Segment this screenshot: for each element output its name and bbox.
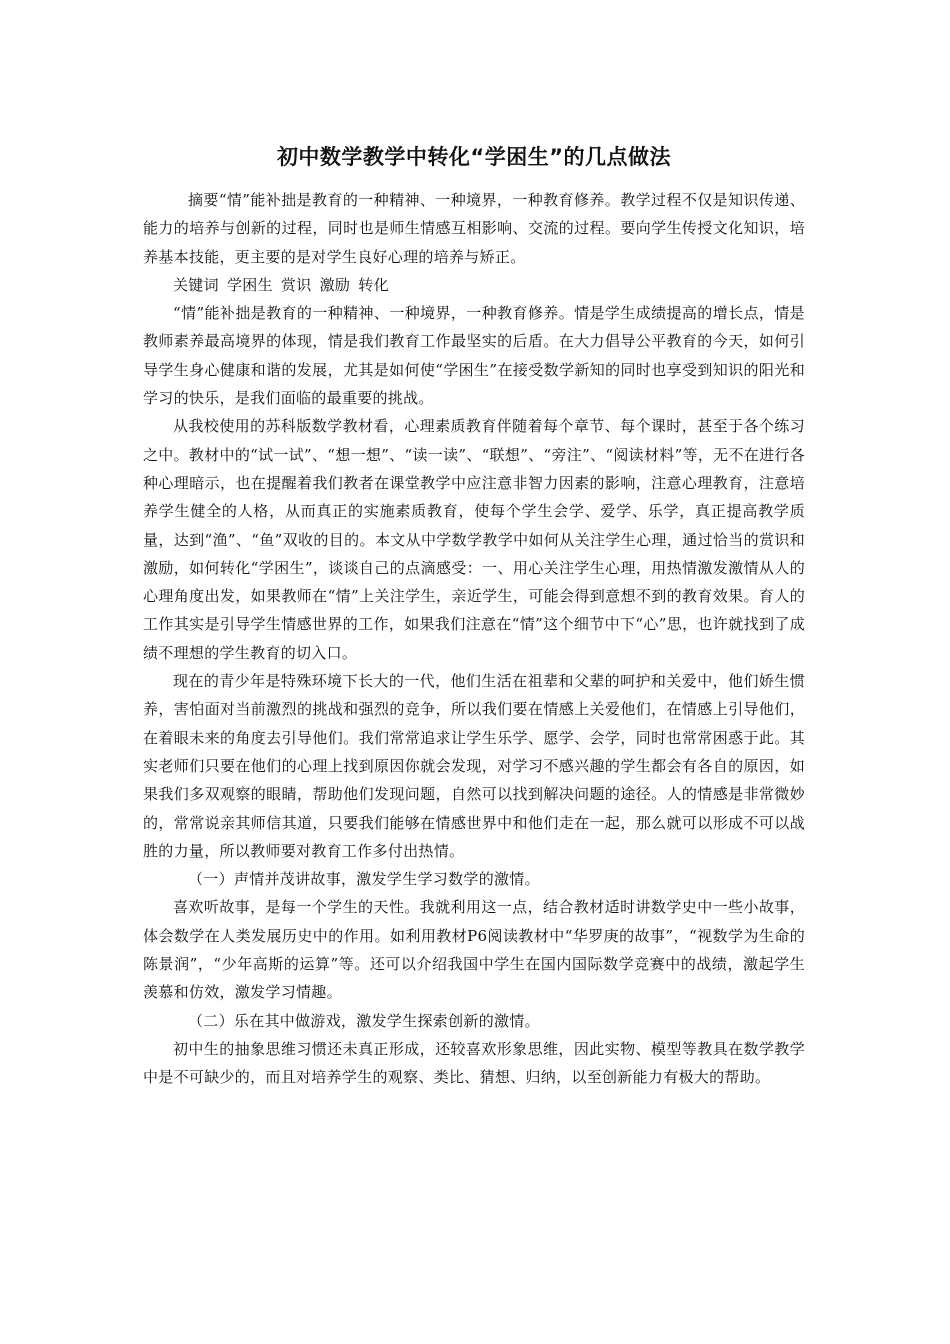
document-page [143, 142, 805, 1092]
abstract-paragraph: 摘要“情”能补拙是教育的一种精神、一种境界，一种教育修养。教学过程不仅是知识传递、能力的培养与创新的过程，同时也是师生情感互相影响、交流的过程。要向学生传授文化知识，培养基本技能，更主要的是对学生良好心理的培养与矫正。 [143, 191, 805, 266]
section-heading-2: （二）乐在其中做游戏，激发学生探索创新的激情。 [188, 1011, 540, 1030]
document-title: 初中数学教学中转化“学困生”的几点做法 [276, 145, 672, 169]
body-paragraph-3: 现在的青少年是特殊环境下长大的一代，他们生活在祖辈和父辈的呵护和关爱中，他们娇生惯养，害怕面对当前激烈的挑战和强烈的竞争，所以我们要在情感上关爱他们，在情感上引导他们，在着眼未来的角度去引导他们。我们常常追求让学生乐学、愿学、会学，同时也常常困惑于此。其实老师们只要在他们的心理上找到原因你就会发现，对学习不感兴趣的学生都会有各自的原因，如果我们多双观察的眼睛，帮助他们发现问题，自然可以找到解决问题的途径。人的情感是非常微妙的，常常说亲其师信其道，只要我们能够在情感世界中和他们走在一起，那么就可以形成不可以战胜的力量，所以教师要对教育工作多付出热情。 [143, 672, 805, 860]
section-heading-1: （一）声情并茂讲故事，激发学生学习数学的激情。 [188, 870, 540, 889]
keywords-line: 关键词 学困生 赏识 激励 转化 [173, 275, 389, 294]
body-paragraph-5: 初中生的抽象思维习惯还未真正形成，还较喜欢形象思维，因此实物、模型等教具在数学教学中是不可缺少的，而且对培养学生的观察、类比、猜想、归纳，以至创新能力有极大的帮助。 [143, 1039, 805, 1087]
body-paragraph-2: 从我校使用的苏科版数学教材看，心理素质教育伴随着每个章节、每个课时，甚至于各个练习之中。教材中的“试一试”、“想一想”、“读一读”、“联想”、“旁注”、“阅读材料”等，无不在进行各种心理暗示，也在提醒着我们教者在课堂教学中应注意非智力因素的影响，注意心理教育，注意培养学生健全的人格，从而真正的实施素质教育，使每个学生会学、爱学、乐学，真正提高教学质量，达到“渔”、“鱼”双收的目的。本文从中学数学教学中如何从关注学生心理，通过恰当的赏识和激励，如何转化“学困生”，谈谈自己的点滴感受：一、用心关注学生心理，用热情激发激情从人的心理角度出发，如果教师在“情”上关注学生，亲近学生，可能会得到意想不到的教育效果。育人的工作其实是引导学生情感世界的工作，如果我们注意在“情”这个细节中下“心”思，也许就找到了成绩不理想的学生教育的切入口。 [143, 417, 805, 662]
body-paragraph-1: “情”能补拙是教育的一种精神、一种境界，一种教育修养。情是学生成绩提高的增长点，情是教师素养最高境界的体现，情是我们教育工作最坚实的后盾。在大力倡导公平教育的今天，如何引导学生身心健康和谐的发展，尤其是如何使“学困生”在接受数学新知的同时也享受到知识的阳光和学习的快乐，是我们面临的最重要的挑战。 [143, 304, 805, 408]
body-paragraph-4: 喜欢听故事，是每一个学生的天性。我就利用这一点，结合教材适时讲数学史中一些小故事，体会数学在人类发展历史中的作用。如利用教材P6阅读教材中“华罗庚的故事”，“视数学为生命的陈景润”，“少年高斯的运算”等。还可以介绍我国中学生在国内国际数学竞赛中的战绩，激起学生羡慕和仿效，激发学习情趣。 [143, 898, 805, 1002]
